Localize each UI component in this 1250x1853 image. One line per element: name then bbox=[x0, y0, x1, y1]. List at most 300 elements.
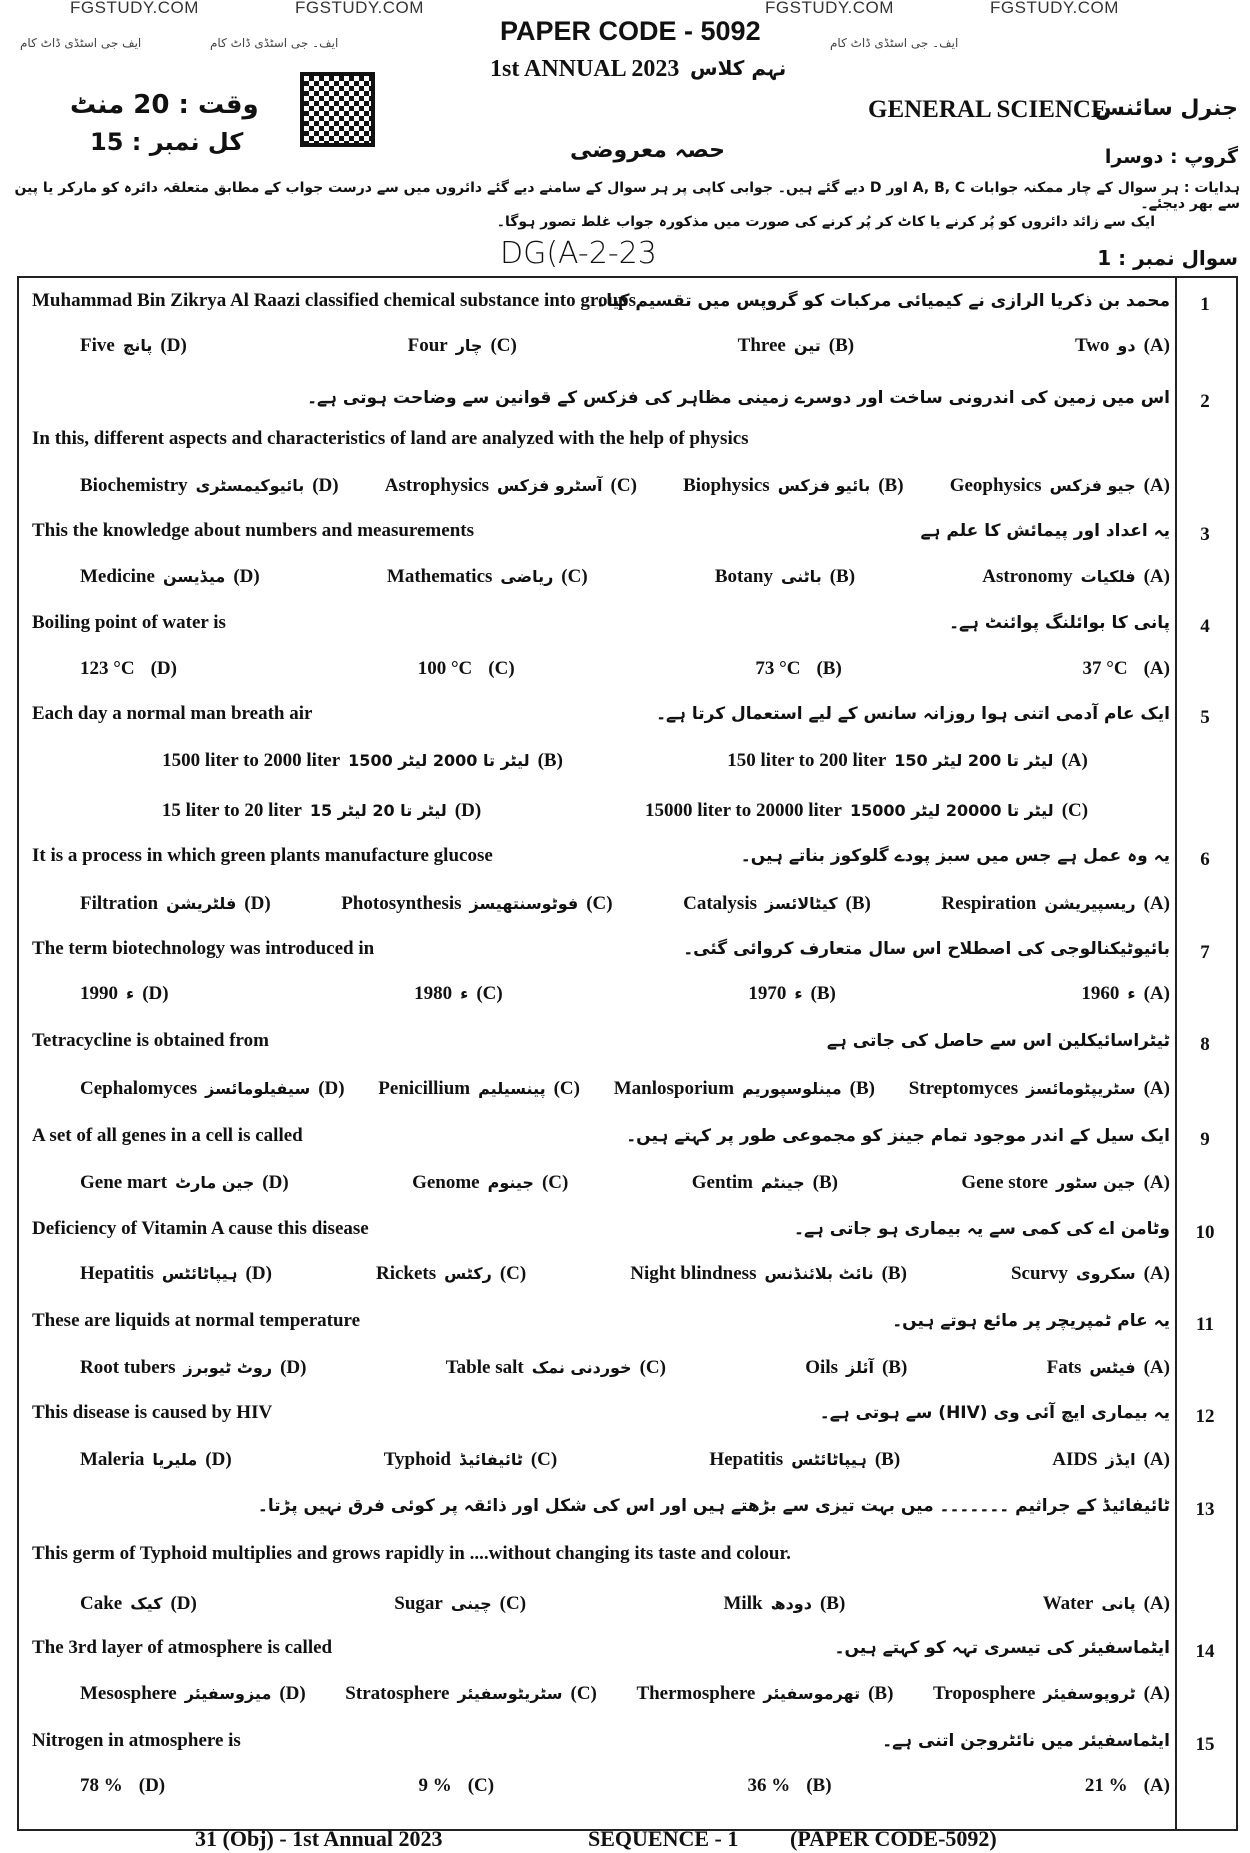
option-key: (B) bbox=[810, 983, 836, 1004]
watermark: FGSTUDY.COM bbox=[990, 0, 1119, 17]
option-urdu: میڈیسن bbox=[162, 567, 226, 586]
option-c[interactable] bbox=[345, 1683, 597, 1705]
option-b[interactable] bbox=[709, 1449, 900, 1471]
option-english: Milk bbox=[723, 1593, 763, 1614]
option-key: (A) bbox=[1143, 893, 1170, 914]
option-key: (A) bbox=[1143, 658, 1170, 679]
question-urdu: ایک سیل کے اندر موجود تمام جینز کو مجموعی طور پر کہتے ہیں۔ bbox=[626, 1126, 1170, 1146]
question-english: This the knowledge about numbers and measurements bbox=[32, 520, 474, 541]
question-urdu: اس میں زمین کی اندرونی ساخت اور دوسرے زمینی مظاہر کی فزکس کے قوانین سے وضاحت ہوتی ہے۔ bbox=[307, 388, 1170, 408]
question-urdu: ایک عام آدمی اتنی ہوا روزانہ سانس کے لیے استعمال کرتا ہے۔ bbox=[656, 704, 1170, 724]
option-key: (C) bbox=[561, 566, 588, 587]
option-c[interactable] bbox=[341, 893, 612, 915]
option-key: (A) bbox=[1143, 1593, 1170, 1614]
options-row bbox=[80, 750, 1170, 772]
option-english: Table salt bbox=[445, 1357, 524, 1378]
question-number: 5 bbox=[1200, 707, 1210, 728]
option-urdu: 15000 لیٹر تا 20000 لیٹر bbox=[850, 801, 1054, 820]
option-key: (C) bbox=[553, 1078, 580, 1099]
question-urdu: وٹامن اے کی کمی سے یہ بیماری ہو جاتی ہے۔ bbox=[794, 1219, 1170, 1239]
option-key: (C) bbox=[610, 475, 637, 496]
footer-paper-code: (PAPER CODE-5092) bbox=[790, 1826, 997, 1851]
option-key: (B) bbox=[806, 1775, 832, 1796]
option-d[interactable] bbox=[80, 893, 271, 915]
question-number: 2 bbox=[1200, 391, 1210, 412]
option-english: Oils bbox=[805, 1357, 838, 1378]
option-english: Two bbox=[1074, 335, 1110, 356]
option-english: 15000 liter to 20000 liter bbox=[645, 800, 842, 821]
option-urdu: 1500 لیٹر تا 2000 لیٹر bbox=[348, 751, 530, 770]
option-a[interactable] bbox=[941, 893, 1170, 915]
options-row bbox=[80, 658, 1170, 680]
option-a[interactable] bbox=[1075, 335, 1170, 357]
option-key: (B) bbox=[881, 1263, 907, 1284]
option-key: (A) bbox=[1143, 1263, 1170, 1284]
option-english: Medicine bbox=[80, 566, 155, 587]
option-urdu: تین bbox=[793, 336, 821, 355]
question-urdu: ٹیٹراسائیکلین اس سے حاصل کی جاتی ہے bbox=[826, 1031, 1170, 1051]
question-urdu: ٹائیفائیڈ کے جراثیم ۔۔۔۔۔۔۔ میں بہت تیزی سے بڑھتے ہیں اور اس کی شکل اور ذائقہ پر کوئی فرق نہیں پڑتا۔ bbox=[257, 1496, 1170, 1516]
question-urdu: یہ عام ٹمپریچر پر مائع ہوتے ہیں۔ bbox=[892, 1311, 1170, 1331]
question-urdu: یہ بیماری ایچ آئی وی (HIV) سے ہوتی ہے۔ bbox=[819, 1403, 1170, 1423]
option-key: (D) bbox=[454, 800, 482, 821]
option-key: (C) bbox=[476, 983, 503, 1004]
question-urdu: ایٹماسفیئر کی تیسری تہہ کو کہتے ہیں۔ bbox=[834, 1638, 1170, 1658]
option-key: (B) bbox=[874, 1449, 901, 1470]
question-number: 7 bbox=[1200, 942, 1210, 963]
option-a[interactable] bbox=[1052, 1449, 1170, 1471]
option-english: Scurvy bbox=[1010, 1263, 1068, 1284]
option-urdu: پینسیلیم bbox=[478, 1079, 546, 1098]
option-b[interactable] bbox=[715, 566, 855, 588]
option-urdu: جینوم bbox=[487, 1173, 534, 1192]
option-key: (D) bbox=[279, 1683, 306, 1704]
question-urdu: بائیوٹیکنالوجی کی اصطلاح اس سال متعارف کروائی گئی۔ bbox=[683, 939, 1170, 959]
option-c[interactable] bbox=[645, 800, 1088, 822]
options-row bbox=[80, 983, 1170, 1005]
option-urdu: تھرموسفیئر bbox=[763, 1684, 861, 1703]
option-key: (C) bbox=[586, 893, 613, 914]
option-urdu: ہیپاٹائٹس bbox=[791, 1450, 867, 1469]
option-d[interactable] bbox=[80, 1172, 289, 1194]
option-english: Genome bbox=[412, 1172, 480, 1193]
question-english: In this, different aspects and characteristics of land are analyzed with the help of physics bbox=[32, 428, 749, 449]
option-b[interactable] bbox=[805, 1357, 907, 1379]
question-english: Boiling point of water is bbox=[32, 612, 226, 633]
option-english: 78 % bbox=[80, 1775, 123, 1796]
subject-urdu: جنرل سائنس bbox=[1094, 96, 1238, 121]
option-key: (B) bbox=[829, 566, 856, 587]
option-english: 1960 bbox=[1081, 983, 1120, 1004]
option-english: Manlosporium bbox=[613, 1078, 735, 1099]
option-english: Gene mart bbox=[80, 1172, 168, 1193]
option-key: (B) bbox=[868, 1683, 894, 1704]
option-urdu: فیٹس bbox=[1089, 1358, 1136, 1377]
option-key: (C) bbox=[488, 658, 515, 679]
option-key: (C) bbox=[570, 1683, 597, 1704]
option-c[interactable] bbox=[408, 335, 517, 357]
option-urdu: جین سٹور bbox=[1056, 1173, 1136, 1192]
option-key: (D) bbox=[205, 1449, 232, 1470]
class-label: نہم کلاس bbox=[690, 56, 787, 80]
option-english: Troposphere bbox=[932, 1683, 1036, 1704]
option-c[interactable] bbox=[387, 566, 588, 588]
option-english: Penicillium bbox=[378, 1078, 471, 1099]
handwritten-code: DG(A-2-23 bbox=[500, 236, 657, 271]
option-urdu: ملیریا bbox=[152, 1450, 198, 1469]
option-urdu: ریاضی bbox=[500, 567, 554, 586]
option-urdu: سٹریپٹومائسز bbox=[1026, 1079, 1136, 1098]
question-number: 4 bbox=[1200, 616, 1210, 637]
option-key: (B) bbox=[537, 750, 563, 771]
option-key: (D) bbox=[150, 658, 177, 679]
footer-sequence: SEQUENCE - 1 bbox=[588, 1826, 739, 1851]
options-row bbox=[80, 1775, 1170, 1797]
option-urdu: دو bbox=[1117, 336, 1136, 355]
number-column-divider bbox=[1175, 276, 1177, 1831]
option-key: (C) bbox=[499, 1263, 527, 1284]
option-key: (C) bbox=[1061, 800, 1089, 821]
option-a[interactable] bbox=[1047, 1357, 1170, 1379]
options-row bbox=[80, 1357, 1170, 1379]
option-a[interactable] bbox=[727, 750, 1088, 772]
option-c[interactable] bbox=[414, 983, 503, 1005]
option-c[interactable] bbox=[418, 1775, 494, 1797]
question-label: سوال نمبر : 1 bbox=[1097, 246, 1238, 270]
option-urdu: سکروی bbox=[1075, 1264, 1136, 1283]
option-key: (D) bbox=[318, 1078, 345, 1099]
option-urdu: نائٹ بلائنڈنس bbox=[764, 1264, 874, 1283]
question-urdu: یہ وہ عمل ہے جس میں سبز پودے گلوکوز بناتے ہیں۔ bbox=[740, 846, 1170, 866]
option-english: Filtration bbox=[80, 893, 159, 914]
option-c[interactable] bbox=[385, 475, 637, 497]
options-row bbox=[80, 1593, 1170, 1615]
group-label: گروپ : دوسرا bbox=[1104, 146, 1238, 168]
option-a[interactable] bbox=[1011, 1263, 1170, 1285]
option-b[interactable] bbox=[630, 1263, 907, 1285]
option-c[interactable] bbox=[394, 1593, 526, 1615]
section-title: حصہ معروضی bbox=[570, 138, 725, 163]
option-d[interactable] bbox=[80, 1775, 165, 1797]
option-d[interactable] bbox=[80, 475, 339, 497]
watermark: FGSTUDY.COM bbox=[70, 0, 199, 17]
option-c[interactable] bbox=[376, 1263, 526, 1285]
question-number: 11 bbox=[1196, 1314, 1214, 1335]
option-d[interactable] bbox=[80, 1683, 306, 1705]
question-english: Each day a normal man breath air bbox=[32, 703, 313, 724]
question-number: 15 bbox=[1195, 1734, 1215, 1755]
option-urdu: ء bbox=[794, 984, 803, 1003]
option-urdu: جین مارٹ bbox=[175, 1173, 255, 1192]
option-key: (A) bbox=[1061, 750, 1088, 771]
option-key: (A) bbox=[1143, 1775, 1170, 1796]
question-english: These are liquids at normal temperature bbox=[32, 1310, 361, 1331]
option-english: Three bbox=[737, 335, 786, 356]
option-english: 36 % bbox=[747, 1775, 791, 1796]
option-urdu: پانچ bbox=[122, 336, 153, 355]
option-c[interactable] bbox=[384, 1449, 558, 1471]
options-row bbox=[80, 1449, 1170, 1471]
option-key: (A) bbox=[1143, 475, 1170, 496]
option-english: 1990 bbox=[80, 983, 118, 1004]
option-b[interactable] bbox=[683, 475, 903, 497]
option-urdu: چینی bbox=[450, 1594, 492, 1613]
option-urdu: چار bbox=[455, 336, 483, 355]
option-a[interactable] bbox=[950, 475, 1170, 497]
question-urdu: پانی کا بوائلنگ پوائنٹ ہے۔ bbox=[949, 613, 1170, 633]
option-b[interactable] bbox=[748, 983, 836, 1005]
option-a[interactable] bbox=[1081, 983, 1170, 1005]
option-b[interactable] bbox=[692, 1172, 838, 1194]
option-urdu: جینٹم bbox=[760, 1173, 805, 1192]
question-english: This germ of Typhoid multiplies and grows rapidly in ....without changing its taste and colour. bbox=[32, 1543, 791, 1564]
option-c[interactable] bbox=[412, 1172, 568, 1194]
option-b[interactable] bbox=[683, 893, 871, 915]
option-urdu: سٹریٹوسفیئر bbox=[457, 1684, 563, 1703]
option-key: (C) bbox=[639, 1357, 666, 1378]
option-urdu: کیٹالائسز bbox=[765, 894, 838, 913]
option-english: 15 liter to 20 liter bbox=[161, 800, 302, 821]
options-row bbox=[80, 335, 1170, 357]
annual-title: 1st ANNUAL 2023 bbox=[490, 56, 680, 82]
option-key: (C) bbox=[490, 335, 517, 356]
option-english: 123 °C bbox=[80, 658, 135, 679]
option-d[interactable] bbox=[80, 1263, 272, 1285]
option-key: (C) bbox=[541, 1172, 569, 1193]
option-urdu: ء bbox=[126, 984, 135, 1003]
option-english: Fats bbox=[1046, 1357, 1082, 1378]
option-key: (C) bbox=[499, 1593, 527, 1614]
question-number: 6 bbox=[1200, 849, 1210, 870]
option-key: (A) bbox=[1143, 1449, 1170, 1470]
options-row bbox=[80, 1263, 1170, 1285]
option-english: Four bbox=[407, 335, 448, 356]
option-urdu: 150 لیٹر تا 200 لیٹر bbox=[894, 751, 1054, 770]
option-key: (A) bbox=[1143, 1172, 1170, 1193]
option-d[interactable] bbox=[80, 566, 260, 588]
option-english: Biochemistry bbox=[80, 475, 188, 496]
option-english: Mesosphere bbox=[80, 1683, 177, 1704]
option-urdu: بائیو فزکس bbox=[777, 476, 871, 495]
option-d[interactable] bbox=[80, 1078, 345, 1100]
option-urdu: دودھ bbox=[770, 1594, 812, 1613]
question-english: The term biotechnology was introduced in bbox=[32, 938, 375, 959]
option-key: (D) bbox=[245, 1263, 272, 1284]
question-number: 10 bbox=[1195, 1222, 1215, 1243]
option-c[interactable] bbox=[446, 1357, 666, 1379]
option-english: Five bbox=[80, 335, 115, 356]
option-english: Gentim bbox=[691, 1172, 753, 1193]
question-english: Nitrogen in atmosphere is bbox=[32, 1730, 241, 1751]
question-urdu: ایٹماسفیئر میں نائٹروجن اتنی ہے۔ bbox=[882, 1731, 1170, 1751]
option-english: Astronomy bbox=[982, 566, 1073, 587]
option-english: 9 % bbox=[418, 1775, 452, 1796]
option-a[interactable] bbox=[1043, 1593, 1170, 1615]
option-english: Gene store bbox=[961, 1172, 1049, 1193]
instructions-2: ایک سے زائد دائروں کو پُر کرنے یا کاٹ کر پُر کرنے کی صورت میں مذکورہ جواب غلط تصور ہوگا۔ bbox=[496, 214, 1155, 230]
option-b[interactable] bbox=[747, 1775, 831, 1797]
option-urdu: ایڈز bbox=[1105, 1450, 1136, 1469]
option-key: (D) bbox=[262, 1172, 289, 1193]
instructions: ہدایات : ہر سوال کے چار ممکنہ جوابات A, B, C اور D دیے گئے ہیں۔ جوابی کاپی پر ہر سوال کے سامنے دیے گئے دائروں میں سے درست جواب کے مطابق متعلقہ دائرہ کو مارکر یا پین سے بھر دیجئے۔ bbox=[14, 180, 1240, 212]
option-d[interactable] bbox=[80, 1357, 306, 1379]
option-key: (D) bbox=[280, 1357, 307, 1378]
option-key: (B) bbox=[881, 1357, 908, 1378]
option-a[interactable] bbox=[1085, 1775, 1170, 1797]
option-english: Respiration bbox=[941, 893, 1037, 914]
option-key: (A) bbox=[1143, 983, 1170, 1004]
question-urdu: یہ اعداد اور پیمائش کا علم ہے bbox=[920, 521, 1170, 541]
option-english: Maleria bbox=[80, 1449, 145, 1470]
option-english: 1970 bbox=[748, 983, 787, 1004]
option-english: 21 % bbox=[1084, 1775, 1128, 1796]
option-b[interactable] bbox=[755, 658, 841, 680]
option-urdu: فلٹریشن bbox=[166, 894, 237, 913]
options-row bbox=[80, 800, 1170, 822]
option-b[interactable] bbox=[738, 335, 854, 357]
question-english: It is a process in which green plants manufacture glucose bbox=[32, 845, 493, 866]
option-urdu: ہیپاٹائٹس bbox=[161, 1264, 238, 1283]
option-urdu: ء bbox=[1127, 984, 1136, 1003]
option-english: Biophysics bbox=[683, 475, 770, 496]
option-urdu: ریسپیریشن bbox=[1044, 894, 1136, 913]
question-number: 12 bbox=[1195, 1406, 1215, 1427]
option-a[interactable] bbox=[982, 566, 1170, 588]
option-key: (C) bbox=[467, 1775, 495, 1796]
option-english: 73 °C bbox=[755, 658, 801, 679]
subject-title: GENERAL SCIENCE bbox=[868, 96, 1108, 123]
option-d[interactable] bbox=[80, 983, 169, 1005]
option-urdu: باٹنی bbox=[780, 567, 822, 586]
option-english: Geophysics bbox=[949, 475, 1042, 496]
option-english: 1500 liter to 2000 liter bbox=[162, 750, 341, 771]
option-english: AIDS bbox=[1052, 1449, 1098, 1470]
option-b[interactable] bbox=[724, 1593, 846, 1615]
option-key: (D) bbox=[312, 475, 339, 496]
option-english: Botany bbox=[714, 566, 773, 587]
option-urdu: آسٹرو فزکس bbox=[496, 476, 603, 495]
watermark-urdu: ایف۔ جی اسٹڈی ڈاٹ کام bbox=[830, 36, 959, 50]
option-urdu: 15 لیٹر تا 20 لیٹر bbox=[309, 801, 447, 820]
option-a[interactable] bbox=[961, 1172, 1170, 1194]
option-english: Night blindness bbox=[630, 1263, 757, 1284]
option-key: (B) bbox=[849, 1078, 875, 1099]
option-key: (A) bbox=[1143, 1078, 1170, 1099]
question-number: 1 bbox=[1200, 294, 1210, 315]
option-a[interactable] bbox=[1083, 658, 1170, 680]
option-english: Root tubers bbox=[80, 1357, 176, 1378]
option-english: 150 liter to 200 liter bbox=[727, 750, 887, 771]
option-english: Mathematics bbox=[386, 566, 493, 587]
option-key: (A) bbox=[1143, 566, 1170, 587]
option-key: (C) bbox=[530, 1449, 558, 1470]
footer-code: 31 (Obj) - 1st Annual 2023 bbox=[195, 1826, 443, 1851]
option-d[interactable] bbox=[80, 1593, 197, 1615]
option-english: Cephalomyces bbox=[80, 1078, 198, 1099]
options-row bbox=[80, 1078, 1170, 1100]
time-label: وقت : 20 منٹ bbox=[70, 90, 259, 120]
option-key: (D) bbox=[142, 983, 169, 1004]
options-row bbox=[80, 1172, 1170, 1194]
options-row bbox=[80, 893, 1170, 915]
option-b[interactable] bbox=[162, 750, 563, 772]
option-b[interactable] bbox=[614, 1078, 875, 1100]
option-key: (B) bbox=[845, 893, 871, 914]
option-c[interactable] bbox=[378, 1078, 580, 1100]
option-key: (A) bbox=[1143, 1357, 1170, 1378]
option-key: (B) bbox=[819, 1593, 846, 1614]
option-key: (A) bbox=[1143, 335, 1170, 356]
option-urdu: ٹائیفائیڈ bbox=[459, 1450, 523, 1469]
option-english: Catalysis bbox=[683, 893, 758, 914]
option-urdu: جیو فزکس bbox=[1049, 476, 1136, 495]
question-english: Muhammad Bin Zikrya Al Raazi classified chemical substance into groups bbox=[32, 290, 637, 311]
option-key: (D) bbox=[170, 1593, 197, 1614]
option-english: Streptomyces bbox=[908, 1078, 1019, 1099]
option-d[interactable] bbox=[162, 800, 481, 822]
question-english: A set of all genes in a cell is called bbox=[32, 1125, 303, 1146]
option-d[interactable] bbox=[80, 335, 187, 357]
option-urdu: کیک bbox=[130, 1594, 163, 1613]
question-number: 3 bbox=[1200, 524, 1210, 545]
option-urdu: مینلوسپوریم bbox=[742, 1079, 842, 1098]
question-urdu: محمد بن ذکریا الرازی نے کیمیائی مرکبات کو گروپس میں تقسیم کیا۔ bbox=[596, 291, 1170, 311]
paper-code: PAPER CODE - 5092 bbox=[500, 16, 761, 46]
watermark-urdu: ایف جی اسٹڈی ڈاٹ کام bbox=[20, 36, 142, 50]
option-key: (B) bbox=[828, 335, 855, 356]
watermark: FGSTUDY.COM bbox=[295, 0, 424, 17]
option-urdu: فلکیات bbox=[1080, 567, 1136, 586]
question-number: 9 bbox=[1200, 1129, 1210, 1150]
watermark-urdu: ایف۔ جی اسٹڈی ڈاٹ کام bbox=[210, 36, 339, 50]
marks-label: کل نمبر : 15 bbox=[90, 128, 244, 156]
option-english: Rickets bbox=[375, 1263, 437, 1284]
options-row bbox=[80, 1683, 1170, 1705]
option-a[interactable] bbox=[933, 1683, 1170, 1705]
option-key: (B) bbox=[878, 475, 904, 496]
option-urdu: سیفیلومائسز bbox=[205, 1079, 311, 1098]
watermark: FGSTUDY.COM bbox=[765, 0, 894, 17]
option-c[interactable] bbox=[418, 658, 515, 680]
option-urdu: میزوسفیئر bbox=[184, 1684, 272, 1703]
option-english: 100 °C bbox=[417, 658, 473, 679]
option-d[interactable] bbox=[80, 658, 177, 680]
option-english: Sugar bbox=[394, 1593, 443, 1614]
option-key: (B) bbox=[812, 1172, 838, 1193]
option-english: Thermosphere bbox=[636, 1683, 756, 1704]
question-number: 13 bbox=[1195, 1499, 1215, 1520]
options-row bbox=[80, 566, 1170, 588]
question-english: Deficiency of Vitamin A cause this disease bbox=[32, 1218, 369, 1239]
options-row bbox=[80, 475, 1170, 497]
option-urdu: فوٹوسنتھیسز bbox=[469, 894, 579, 913]
option-english: Typhoid bbox=[383, 1449, 451, 1470]
option-english: Cake bbox=[80, 1593, 123, 1614]
option-d[interactable] bbox=[80, 1449, 232, 1471]
option-urdu: ء bbox=[460, 984, 469, 1003]
option-urdu: پانی bbox=[1101, 1594, 1136, 1613]
question-english: This disease is caused by HIV bbox=[32, 1402, 273, 1423]
qr-code bbox=[300, 72, 375, 147]
option-english: Photosynthesis bbox=[341, 893, 462, 914]
option-urdu: رکٹس bbox=[444, 1264, 492, 1283]
option-english: Stratosphere bbox=[345, 1683, 450, 1704]
option-urdu: بائیوکیمسٹری bbox=[195, 476, 305, 495]
option-b[interactable] bbox=[636, 1683, 893, 1705]
option-a[interactable] bbox=[909, 1078, 1170, 1100]
question-english: Tetracycline is obtained from bbox=[32, 1030, 269, 1051]
option-key: (D) bbox=[160, 335, 187, 356]
